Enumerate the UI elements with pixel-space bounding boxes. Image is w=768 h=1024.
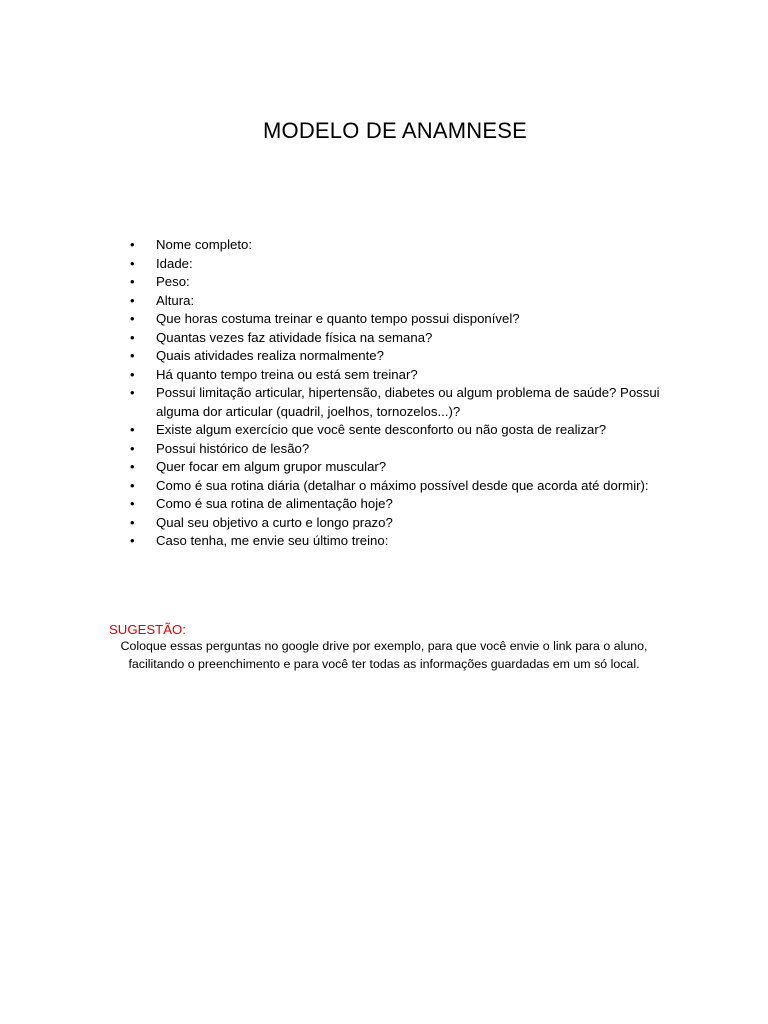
bullet-icon: • [130, 533, 135, 548]
question-text: Idade: [156, 255, 193, 271]
bullet-icon: • [130, 255, 135, 271]
bullet-icon: • [130, 385, 135, 400]
list-item [0, 532, 666, 551]
bullet-icon: • [130, 348, 135, 363]
question-text: Quantas vezes faz atividade física na semana? [156, 329, 433, 345]
question-text: Possui histórico de lesão? [156, 440, 310, 456]
list-item [0, 440, 666, 459]
list-item [0, 495, 666, 514]
question-text: Caso tenha, me envie seu último treino: [156, 533, 389, 548]
question-text: Como é sua rotina diária (detalhar o máximo possível desde que acorda até dormir): [156, 477, 649, 493]
bullet-icon: • [130, 366, 135, 382]
question-list [0, 236, 666, 551]
question-text: Nome completo: [156, 237, 253, 252]
bullet-icon: • [130, 292, 135, 308]
document-title: MODELO DE ANAMNESE [263, 118, 527, 143]
bullet-icon: • [130, 440, 135, 456]
bullet-icon: • [130, 459, 135, 474]
question-text: Qual seu objetivo a curto e longo prazo? [156, 514, 393, 530]
question-text: Quer focar em algum grupor muscular? [156, 459, 387, 474]
question-text: Há quanto tempo treina ou está sem treinar? [156, 366, 418, 382]
question-text: Possui limitação articular, hipertensão, diabetes ou algum problema de saúde? Possui alguma dor articular (quadril, joelhos, tornozelos...)? [156, 385, 660, 419]
bullet-icon: • [130, 514, 135, 530]
suggestion-text: Coloque essas perguntas no google drive por exemplo, para que você envie o link para o aluno, facilitando o preenchimento e para você ter todas as informações guardadas em um só local. [120, 639, 648, 671]
list-item [0, 310, 666, 329]
list-item [0, 292, 666, 311]
suggestion-label: SUGESTÃO: [109, 622, 186, 637]
list-item [0, 458, 666, 477]
bullet-icon: • [130, 311, 135, 326]
list-item [0, 347, 666, 366]
list-item [0, 477, 666, 496]
question-text: Peso: [156, 274, 190, 289]
question-text: Altura: [156, 292, 195, 308]
list-item [0, 255, 666, 274]
bullet-icon: • [130, 274, 135, 289]
bullet-icon: • [130, 496, 135, 511]
bullet-icon: • [130, 237, 135, 252]
list-item [0, 421, 666, 440]
list-item [0, 236, 666, 255]
list-item [0, 273, 666, 292]
list-item [0, 329, 666, 348]
question-text: Que horas costuma treinar e quanto tempo possui disponível? [156, 311, 520, 326]
question-text: Como é sua rotina de alimentação hoje? [156, 496, 393, 511]
question-text: Existe algum exercício que você sente desconforto ou não gosta de realizar? [156, 422, 607, 437]
question-text: Quais atividades realiza normalmente? [156, 348, 384, 363]
list-item [0, 366, 666, 385]
bullet-icon: • [130, 422, 135, 437]
bullet-icon: • [130, 477, 135, 493]
list-item [0, 514, 666, 533]
list-item [0, 384, 666, 421]
bullet-icon: • [130, 329, 135, 345]
